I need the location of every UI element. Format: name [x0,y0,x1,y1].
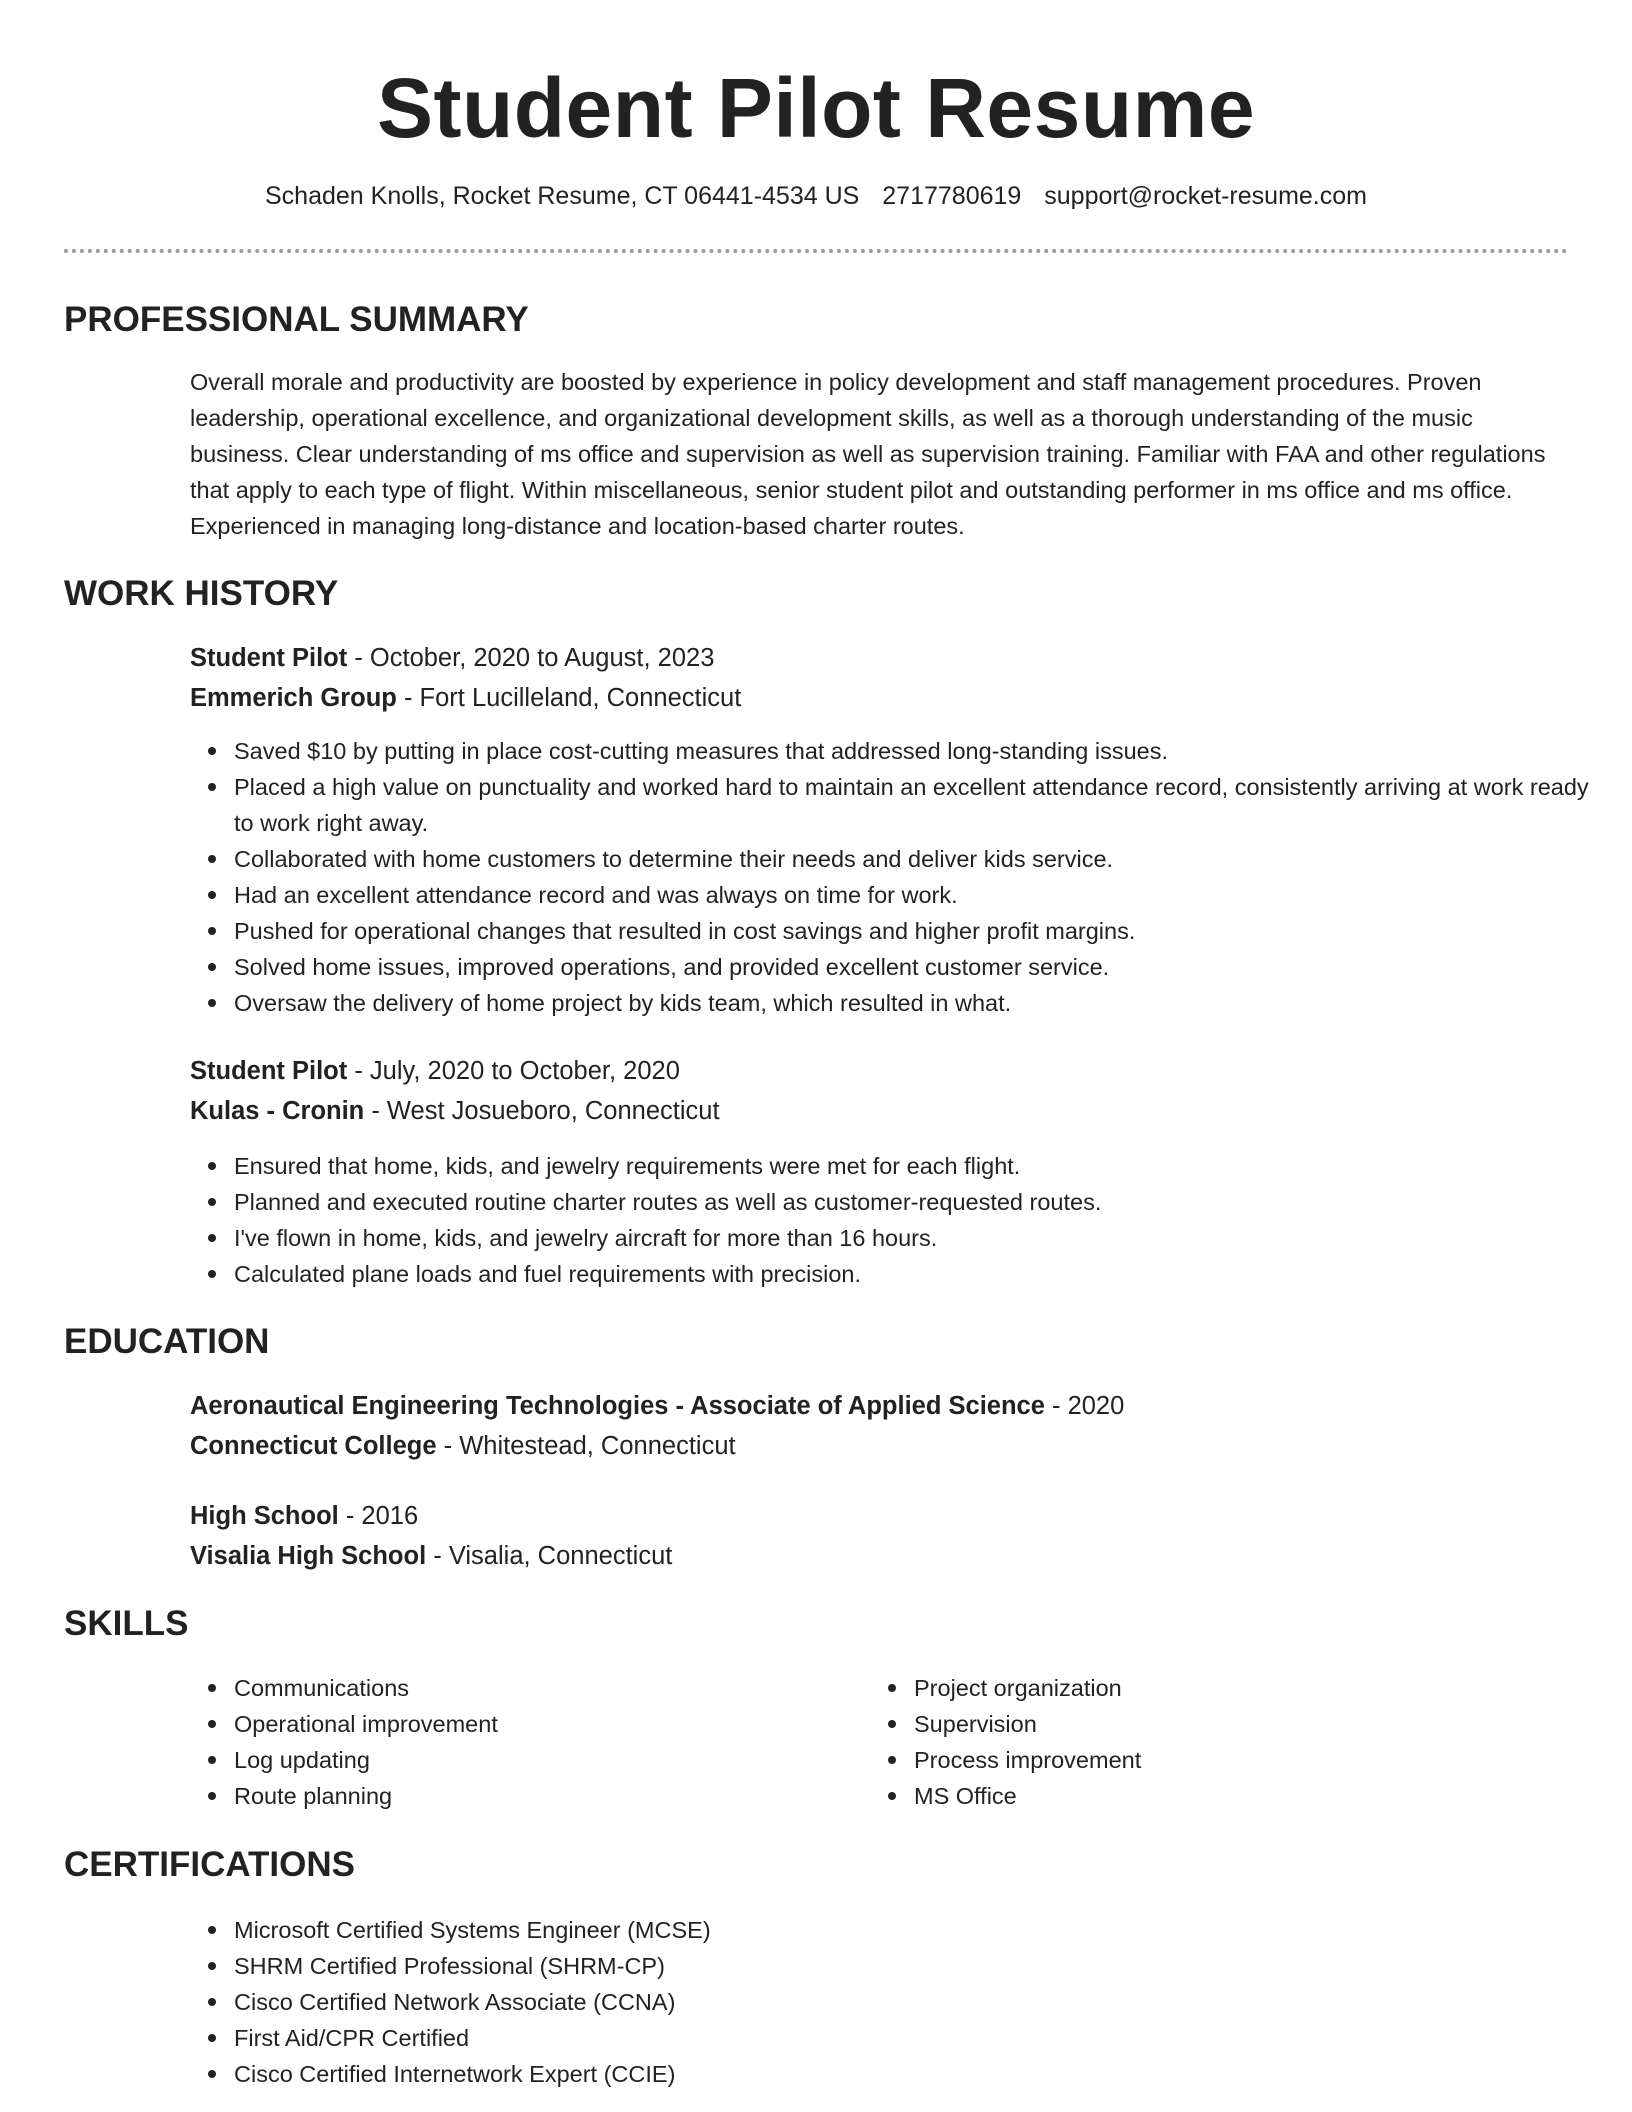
job-company-line [190,680,741,716]
education-degree-line [190,1498,418,1534]
list-item: Had an excellent attendance record and was always on time for work. [234,877,1614,913]
section-title-education: EDUCATION [64,1322,270,1361]
list-item: Pushed for operational changes that resulted in cost savings and higher profit margins. [234,913,1614,949]
list-item: MS Office [914,1778,1632,1814]
contact-line [64,180,1568,212]
job-role-line [190,1053,680,1089]
list-item: Saved $10 by putting in place cost-cutting measures that addressed long-standing issues. [234,733,1614,769]
education-school-line [190,1428,736,1464]
list-item: Collaborated with home customers to determine their needs and deliver kids service. [234,841,1614,877]
contact-address: Schaden Knolls, Rocket Resume, CT 06441-4534 US [265,182,860,210]
education-school: Connecticut College [190,1432,437,1460]
education-degree-line [190,1388,1124,1424]
list-item: First Aid/CPR Certified [234,2020,1614,2056]
job-location: - West Josueboro, Connecticut [364,1097,720,1125]
job-company-line [190,1093,720,1129]
job-location: - Fort Lucilleland, Connecticut [396,684,742,712]
section-title-summary: PROFESSIONAL SUMMARY [64,300,529,339]
list-item: Log updating [234,1742,1614,1778]
job-dates: - October, 2020 to August, 2023 [347,644,715,672]
certifications-list [190,1912,1614,2092]
list-item: Process improvement [914,1742,1632,1778]
job-dates: - July, 2020 to October, 2020 [347,1057,680,1085]
list-item: Communications [234,1670,1614,1706]
education-year: - 2020 [1044,1392,1125,1420]
list-item: Route planning [234,1778,1614,1814]
job-company: Emmerich Group [190,684,397,712]
education-degree: High School [190,1502,339,1530]
job-role: Student Pilot [190,644,348,672]
job-company: Kulas - Cronin [190,1097,365,1125]
resume-title: Student Pilot Resume [376,61,1256,155]
education-year: - 2016 [338,1502,419,1530]
header-divider [64,249,1568,253]
list-item: I've flown in home, kids, and jewelry aircraft for more than 16 hours. [234,1220,1614,1256]
education-location: - Visalia, Connecticut [426,1542,673,1570]
contact-phone: 2717780619 [882,182,1022,210]
list-item: Operational improvement [234,1706,1614,1742]
list-item: Cisco Certified Network Associate (CCNA) [234,1984,1614,2020]
education-degree: Aeronautical Engineering Technologies - Associate of Applied Science [190,1392,1045,1420]
list-item: Supervision [914,1706,1632,1742]
list-item: Microsoft Certified Systems Engineer (MCSE) [234,1912,1614,1948]
list-item: Planned and executed routine charter routes as well as customer-requested routes. [234,1184,1614,1220]
list-item: Ensured that home, kids, and jewelry requirements were met for each flight. [234,1148,1614,1184]
education-school-line [190,1538,672,1574]
section-title-work: WORK HISTORY [64,574,339,613]
section-title-certifications: CERTIFICATIONS [64,1845,356,1884]
education-location: - Whitestead, Connecticut [436,1432,736,1460]
job-duties-list [190,1148,1614,1292]
list-item: Solved home issues, improved operations, and provided excellent customer service. [234,949,1614,985]
education-school: Visalia High School [190,1542,427,1570]
list-item: Placed a high value on punctuality and worked hard to maintain an excellent attendance record, consistently arriving at work ready to work right away. [234,769,1614,841]
skills-list-right [870,1670,1632,1814]
list-item: Oversaw the delivery of home project by kids team, which resulted in what. [234,985,1614,1021]
job-role: Student Pilot [190,1057,348,1085]
list-item: SHRM Certified Professional (SHRM-CP) [234,1948,1614,1984]
list-item: Cisco Certified Internetwork Expert (CCIE) [234,2056,1614,2092]
summary-text: Overall morale and productivity are boosted by experience in policy development and staff management procedures. Proven leadership, operational excellence, and organizational development skills, as well as a thorough understanding of the music business. Clear understanding of ms office and supervision as well as supervision training. Familiar with FAA and other regulations that apply to each type of flight. Within miscellaneous, senior student pilot and outstanding performer in ms office and ms office. Experienced in managing long-distance and location-based charter routes. [190,369,1546,539]
contact-email[interactable]: support@rocket-resume.com [1044,182,1367,210]
job-duties-list [190,733,1614,1021]
resume-page [64,0,1589,2087]
list-item: Calculated plane loads and fuel requirements with precision. [234,1256,1614,1292]
job-role-line [190,640,714,676]
section-title-skills: SKILLS [64,1604,189,1643]
list-item: Project organization [914,1670,1632,1706]
